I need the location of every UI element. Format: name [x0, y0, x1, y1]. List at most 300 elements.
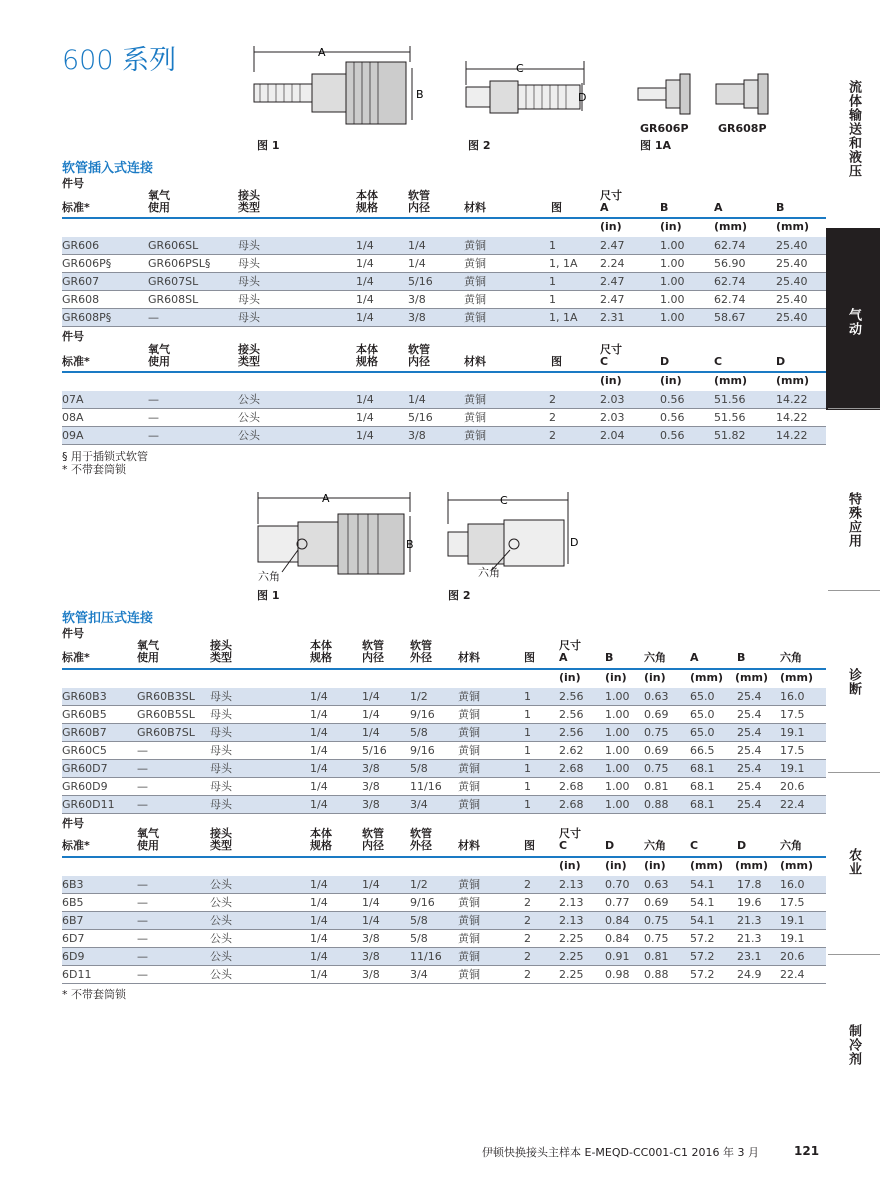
table-cell: 22.4 [780, 968, 805, 981]
table-cell: 0.63 [644, 878, 669, 891]
table-cell: 2.13 [559, 914, 584, 927]
table-cell: 黄铜 [464, 429, 486, 442]
table-cell: — [137, 950, 148, 963]
table-row [62, 778, 826, 796]
page-number: 121 [794, 1144, 820, 1158]
table-4-units: (in) (in) (in) (mm) (mm) (mm) [559, 859, 813, 872]
table-cell: 51.56 [714, 411, 746, 424]
table-row [62, 760, 826, 778]
table-cell: GR60B7 [62, 726, 107, 739]
table-cell: 2 [524, 896, 531, 909]
table-cell: 5/8 [410, 762, 428, 775]
table-cell: — [148, 429, 159, 442]
table-cell: 25.4 [737, 798, 762, 811]
table-cell: 68.1 [690, 780, 715, 793]
table-cell: 1/4 [362, 708, 380, 721]
table-cell: 3/8 [362, 932, 380, 945]
table-cell: 黄铜 [464, 239, 486, 252]
svg-text:C: C [516, 62, 524, 75]
table-2-header: 标准* 氧气 使用 接头 类型 本体 规格 软管 内径 材料 图 尺寸 C D C D [62, 343, 786, 368]
table-cell: 0.69 [644, 896, 669, 909]
table-cell: 11/16 [410, 950, 442, 963]
table-cell: 黄铜 [464, 411, 486, 424]
table-cell: 25.4 [737, 762, 762, 775]
part-number-label: 件号 [62, 177, 84, 190]
sidebar-divider [828, 772, 880, 773]
table-row [62, 948, 826, 966]
figure-2-caption: 图 2 [468, 139, 491, 152]
table-row [62, 912, 826, 930]
table-row [62, 391, 826, 409]
table-cell: 6D7 [62, 932, 85, 945]
table-cell: 1 [524, 726, 531, 739]
table-cell: 2 [524, 932, 531, 945]
table-cell: 0.91 [605, 950, 630, 963]
table-cell: 黄铜 [458, 744, 480, 757]
table-1-header: 标准* 氧气 使用 接头 类型 本体 规格 软管 内径 材料 图 尺寸 A B A B [62, 189, 785, 214]
table-cell: 1/4 [356, 257, 374, 270]
table-cell: 黄铜 [464, 311, 486, 324]
table-row [62, 930, 826, 948]
table-cell: 1/4 [310, 708, 328, 721]
table-2-header-rule [62, 371, 826, 373]
table-cell: 6B3 [62, 878, 84, 891]
figure-1a-drawing [636, 70, 786, 118]
table-cell: 1 [524, 762, 531, 775]
table-cell: GR60D7 [62, 762, 108, 775]
table-cell: GR60D9 [62, 780, 108, 793]
table-cell: 1.00 [660, 239, 685, 252]
table-cell: 1.00 [605, 744, 630, 757]
table-cell: 1.00 [605, 708, 630, 721]
table-row [62, 273, 826, 291]
table-cell: 19.6 [737, 896, 762, 909]
section-1-title: 软管插入式连接 [62, 161, 154, 176]
table-cell: 0.75 [644, 726, 669, 739]
table-cell: 19.1 [780, 726, 805, 739]
figure-2-crimp-caption: 图 2 [448, 589, 471, 602]
table-cell: 62.74 [714, 275, 746, 288]
table-cell: 2 [524, 878, 531, 891]
table-cell: — [148, 311, 159, 324]
table-cell: 25.4 [737, 780, 762, 793]
table-1-header-rule [62, 217, 826, 219]
table-cell: 2 [524, 914, 531, 927]
table-cell: — [148, 411, 159, 424]
svg-text:D: D [570, 536, 579, 549]
table-cell: 25.40 [776, 275, 808, 288]
table-cell: 公头 [238, 429, 260, 442]
sidebar-divider [828, 408, 880, 409]
table-cell: 公头 [210, 896, 232, 909]
table-cell: GR606P§ [62, 257, 112, 270]
table-cell: 1/4 [362, 896, 380, 909]
table-cell: GR608 [62, 293, 100, 306]
hex-label-1: 六角 [258, 570, 280, 583]
table-3-units: (in) (in) (in) (mm) (mm) (mm) [559, 671, 813, 684]
sidebar-tab-refrigerant[interactable]: 制冷剂 [846, 1024, 861, 1066]
table-cell: — [137, 744, 148, 757]
table-cell: 51.56 [714, 393, 746, 406]
part-number-label-3: 件号 [62, 627, 84, 640]
table-cell: 母头 [210, 708, 232, 721]
table-cell: 2 [549, 411, 556, 424]
figure-2-nipple-drawing [460, 55, 590, 135]
table-cell: 57.2 [690, 932, 715, 945]
table-cell: 57.2 [690, 968, 715, 981]
table-cell: 2.24 [600, 257, 625, 270]
table-cell: 母头 [210, 762, 232, 775]
table-cell: GR606 [62, 239, 100, 252]
figure-1-caption: 图 1 [257, 139, 280, 152]
label-gr606p: GR606P [640, 122, 689, 135]
table-cell: — [137, 932, 148, 945]
table-cell: 1/4 [310, 690, 328, 703]
table-cell: 1/4 [356, 293, 374, 306]
svg-text:D: D [578, 91, 587, 104]
table-cell: 2.47 [600, 275, 625, 288]
table-row [62, 409, 826, 427]
table-cell: 20.6 [780, 950, 805, 963]
table-4-header-rule [62, 856, 826, 858]
table-cell: 0.98 [605, 968, 630, 981]
table-cell: 1.00 [605, 798, 630, 811]
table-cell: 25.40 [776, 239, 808, 252]
sidebar-divider [828, 590, 880, 591]
footnote-asterisk: * 不带套筒锁 [62, 463, 126, 476]
table-cell: 2.25 [559, 950, 584, 963]
table-cell: 2.68 [559, 762, 584, 775]
table-cell: 公头 [210, 968, 232, 981]
table-cell: 5/16 [408, 411, 433, 424]
table-cell: 1/4 [362, 726, 380, 739]
table-cell: 14.22 [776, 411, 808, 424]
table-cell: 1 [524, 780, 531, 793]
table-cell: — [148, 393, 159, 406]
table-cell: 1/4 [408, 239, 426, 252]
table-cell: 2.68 [559, 798, 584, 811]
table-cell: 6B7 [62, 914, 84, 927]
table-cell: 黄铜 [464, 393, 486, 406]
table-cell: 2.56 [559, 690, 584, 703]
footnote-crimp: * 不带套筒锁 [62, 988, 126, 1001]
table-cell: 17.5 [780, 744, 805, 757]
table-cell: 1.00 [660, 293, 685, 306]
table-cell: 1/4 [362, 914, 380, 927]
table-cell: 25.4 [737, 690, 762, 703]
table-cell: 1/4 [310, 726, 328, 739]
table-cell: 6D11 [62, 968, 92, 981]
table-cell: GR60B3SL [137, 690, 195, 703]
page-title: 600 系列 [62, 45, 177, 76]
figure-2-crimp-nipple-drawing [440, 488, 590, 578]
table-3-body [62, 688, 826, 814]
table-2-body [62, 391, 826, 445]
table-cell: 黄铜 [464, 257, 486, 270]
table-cell: 58.67 [714, 311, 746, 324]
table-cell: GR607 [62, 275, 100, 288]
table-cell: 16.0 [780, 878, 805, 891]
table-cell: 1/4 [310, 780, 328, 793]
table-cell: 2.03 [600, 411, 625, 424]
table-cell: 2 [549, 429, 556, 442]
table-cell: 19.1 [780, 914, 805, 927]
svg-text:A: A [322, 492, 330, 505]
svg-text:C: C [500, 494, 508, 507]
table-cell: 3/8 [362, 950, 380, 963]
table-cell: 1/4 [310, 744, 328, 757]
table-cell: 黄铜 [458, 968, 480, 981]
table-1-body [62, 237, 826, 327]
table-cell: — [137, 914, 148, 927]
table-cell: 1, 1A [549, 311, 578, 324]
table-cell: 5/8 [410, 932, 428, 945]
table-cell: 3/8 [408, 293, 426, 306]
table-cell: 1 [549, 293, 556, 306]
part-number-label-2: 件号 [62, 330, 84, 343]
table-cell: 黄铜 [458, 708, 480, 721]
table-cell: GR60D11 [62, 798, 115, 811]
sidebar-tab-pneumatic[interactable]: 气动 [846, 308, 861, 336]
table-cell: 17.5 [780, 896, 805, 909]
table-cell: 黄铜 [458, 878, 480, 891]
table-cell: 2.13 [559, 878, 584, 891]
table-cell: 黄铜 [458, 762, 480, 775]
table-row [62, 309, 826, 327]
table-cell: 1.00 [605, 690, 630, 703]
table-cell: 11/16 [410, 780, 442, 793]
table-cell: 黄铜 [464, 275, 486, 288]
table-cell: 黄铜 [458, 726, 480, 739]
table-cell: 黄铜 [458, 690, 480, 703]
table-cell: 0.56 [660, 393, 685, 406]
table-cell: 24.9 [737, 968, 762, 981]
section-2-title: 软管扣压式连接 [62, 611, 154, 626]
table-cell: 1.00 [660, 257, 685, 270]
table-cell: 1/4 [310, 798, 328, 811]
table-cell: 母头 [210, 744, 232, 757]
table-4-header: 标准* 氧气 使用 接头 类型 本体 规格 软管 内径 软管 外径 材料 图 尺寸 C D 六角 C D 六角 [62, 827, 802, 852]
table-cell: GR60B3 [62, 690, 107, 703]
table-cell: 公头 [210, 914, 232, 927]
table-cell: 0.75 [644, 762, 669, 775]
table-cell: 68.1 [690, 762, 715, 775]
table-cell: 公头 [210, 932, 232, 945]
table-cell: 0.69 [644, 744, 669, 757]
table-3-header: 标准* 氧气 使用 接头 类型 本体 规格 软管 内径 软管 外径 材料 图 尺寸 A B 六角 A B 六角 [62, 639, 802, 664]
dim-a-label: A [318, 46, 326, 59]
table-cell: 9/16 [410, 896, 435, 909]
table-cell: 母头 [238, 275, 260, 288]
table-cell: 母头 [238, 293, 260, 306]
table-cell: 54.1 [690, 896, 715, 909]
table-cell: 1.00 [605, 780, 630, 793]
table-cell: 1/2 [410, 878, 428, 891]
table-cell: 65.0 [690, 690, 715, 703]
table-cell: 21.3 [737, 914, 762, 927]
table-cell: 公头 [238, 393, 260, 406]
sidebar-tab-diagnostics[interactable]: 诊断 [846, 668, 861, 696]
table-cell: 母头 [210, 780, 232, 793]
table-cell: 20.6 [780, 780, 805, 793]
table-cell: 0.69 [644, 708, 669, 721]
table-cell: 1.00 [605, 762, 630, 775]
table-cell: 黄铜 [464, 293, 486, 306]
table-cell: 0.75 [644, 914, 669, 927]
table-cell: 黄铜 [458, 950, 480, 963]
svg-text:B: B [406, 538, 414, 551]
hex-label-2: 六角 [478, 566, 500, 579]
table-cell: 1/4 [362, 690, 380, 703]
table-cell: 1/2 [410, 690, 428, 703]
table-row [62, 796, 826, 814]
table-cell: GR60B5 [62, 708, 107, 721]
table-cell: 1/4 [408, 257, 426, 270]
table-cell: 母头 [238, 239, 260, 252]
table-cell: 07A [62, 393, 84, 406]
table-cell: 3/4 [410, 798, 428, 811]
table-cell: 1/4 [356, 429, 374, 442]
table-cell: 1 [524, 798, 531, 811]
table-cell: 1/4 [356, 411, 374, 424]
table-row [62, 966, 826, 984]
table-cell: 16.0 [780, 690, 805, 703]
table-cell: 0.77 [605, 896, 630, 909]
table-cell: 3/8 [408, 429, 426, 442]
table-cell: 1/4 [310, 950, 328, 963]
table-cell: 2 [549, 393, 556, 406]
table-cell: 0.63 [644, 690, 669, 703]
table-cell: — [137, 968, 148, 981]
table-row [62, 688, 826, 706]
table-cell: GR606PSL§ [148, 257, 211, 270]
table-cell: 黄铜 [458, 896, 480, 909]
table-cell: 09A [62, 429, 84, 442]
table-row [62, 237, 826, 255]
table-cell: 黄铜 [458, 932, 480, 945]
figure-1a-caption: 图 1A [640, 139, 671, 152]
table-2-units: (in) (in) (mm) (mm) [600, 374, 809, 387]
table-cell: 9/16 [410, 744, 435, 757]
table-cell: 6D9 [62, 950, 85, 963]
table-cell: 1/4 [310, 968, 328, 981]
table-cell: 3/8 [362, 762, 380, 775]
table-cell: 1/4 [310, 932, 328, 945]
table-cell: 22.4 [780, 798, 805, 811]
table-cell: 2.25 [559, 968, 584, 981]
table-cell: 1/4 [362, 878, 380, 891]
table-cell: 5/16 [408, 275, 433, 288]
table-cell: 65.0 [690, 726, 715, 739]
table-1-units: (in) (in) (mm) (mm) [600, 220, 809, 233]
table-cell: 公头 [238, 411, 260, 424]
table-cell: 1/4 [356, 393, 374, 406]
table-cell: 25.40 [776, 257, 808, 270]
table-cell: 1/4 [310, 914, 328, 927]
table-cell: 0.84 [605, 914, 630, 927]
table-cell: 1/4 [310, 896, 328, 909]
dim-b-label: B [416, 88, 424, 101]
table-cell: 56.90 [714, 257, 746, 270]
table-cell: 0.88 [644, 798, 669, 811]
table-cell: 54.1 [690, 914, 715, 927]
table-cell: 2.56 [559, 726, 584, 739]
table-cell: 62.74 [714, 293, 746, 306]
table-cell: 2.13 [559, 896, 584, 909]
table-cell: 23.1 [737, 950, 762, 963]
table-cell: 0.56 [660, 429, 685, 442]
sidebar-tab-fluid[interactable]: 流体输送和液压 [846, 80, 861, 178]
footer-text: 伊顿快换接头主样本 E-MEQD-CC001-C1 2016 年 3 月 [482, 1146, 759, 1159]
table-cell: 25.40 [776, 293, 808, 306]
table-cell: 母头 [238, 311, 260, 324]
table-cell: GR60C5 [62, 744, 107, 757]
table-cell: 2 [524, 950, 531, 963]
table-4-body [62, 876, 826, 984]
table-cell: 1 [524, 690, 531, 703]
table-cell: 3/4 [410, 968, 428, 981]
table-cell: GR608SL [148, 293, 199, 306]
table-row [62, 742, 826, 760]
table-cell: 黄铜 [458, 914, 480, 927]
table-cell: 母头 [210, 690, 232, 703]
part-number-label-4: 件号 [62, 817, 84, 830]
table-cell: 68.1 [690, 798, 715, 811]
table-row [62, 706, 826, 724]
table-cell: 2.68 [559, 780, 584, 793]
table-cell: 51.82 [714, 429, 746, 442]
sidebar-tab-special[interactable]: 特殊应用 [846, 492, 861, 548]
table-cell: 1/4 [356, 239, 374, 252]
table-cell: 母头 [238, 257, 260, 270]
table-cell: 1 [549, 239, 556, 252]
table-cell: 5/8 [410, 914, 428, 927]
table-cell: 3/8 [408, 311, 426, 324]
table-cell: 1 [524, 708, 531, 721]
table-cell: — [137, 896, 148, 909]
table-cell: 54.1 [690, 878, 715, 891]
table-cell: 1/4 [310, 878, 328, 891]
table-3-header-rule [62, 668, 826, 670]
table-cell: GR606SL [148, 239, 199, 252]
table-cell: 1/4 [310, 762, 328, 775]
figure-1-coupler-drawing [240, 40, 424, 150]
table-cell: GR607SL [148, 275, 199, 288]
table-cell: 2.47 [600, 239, 625, 252]
sidebar-divider [828, 954, 880, 955]
table-cell: 1 [524, 744, 531, 757]
table-cell: 25.40 [776, 311, 808, 324]
table-cell: 21.3 [737, 932, 762, 945]
table-cell: 66.5 [690, 744, 715, 757]
footnote-section: § 用于插锁式软管 [62, 450, 148, 463]
table-cell: 5/8 [410, 726, 428, 739]
table-cell: 1, 1A [549, 257, 578, 270]
table-cell: 0.70 [605, 878, 630, 891]
table-cell: 57.2 [690, 950, 715, 963]
table-cell: 黄铜 [458, 798, 480, 811]
table-row [62, 876, 826, 894]
table-cell: 25.4 [737, 726, 762, 739]
table-cell: GR60B7SL [137, 726, 195, 739]
table-cell: 1.00 [660, 311, 685, 324]
table-cell: 08A [62, 411, 84, 424]
table-cell: 1.00 [660, 275, 685, 288]
table-cell: — [137, 798, 148, 811]
sidebar-tab-agriculture[interactable]: 农业 [846, 848, 861, 876]
table-cell: 65.0 [690, 708, 715, 721]
table-cell: 2 [524, 968, 531, 981]
